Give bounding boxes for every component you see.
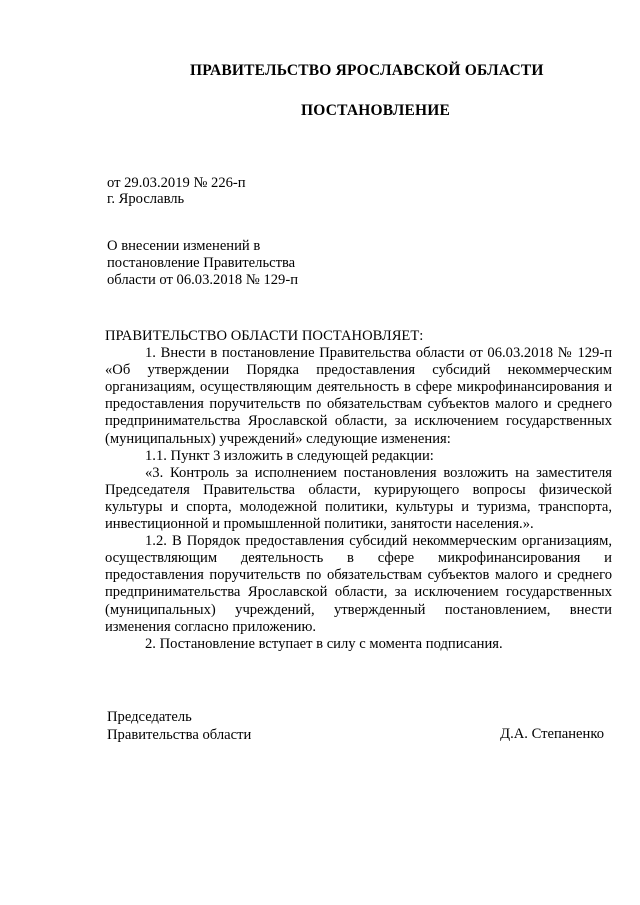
document-type-heading: ПОСТАНОВЛЕНИЕ	[301, 102, 451, 119]
signatory-title-line: Председатель	[107, 709, 192, 725]
document-subject	[107, 238, 367, 290]
paragraph-1-2: 1.2. В Порядок предоставления субсидий некоммерческим организациям, осуществляющим деятельность в сфере микрофинансирования и предоставления поручительств по обязательствам субъектов малого и среднего предпринимательства Ярославской области, за исключением государственных (муниципальных) учреждений, утвержденный постановлением, внести изменения согласно приложению.	[105, 533, 612, 635]
signatory-name: Д.А. Степаненко	[500, 726, 604, 742]
date-and-number: от 29.03.2019 № 226-п	[107, 175, 246, 191]
signatory-title	[107, 709, 251, 744]
city: г. Ярославль	[107, 191, 185, 207]
paragraph-1-1-quote: «3. Контроль за исполнением постановления возложить на заместителя Председателя Правительства области, курирующего вопросы физической культуры и спорта, молодежной политики, культуры и туризма, транспорта, инвестиционной и промышленной политики, занятости населения.».	[105, 464, 612, 533]
signatory-title-line: Правительства области	[107, 726, 252, 743]
paragraph-1-1: 1.1. Пункт 3 изложить в следующей редакции:	[145, 447, 434, 464]
organization-heading: ПРАВИТЕЛЬСТВО ЯРОСЛАВСКОЙ ОБЛАСТИ	[190, 62, 544, 79]
subject-line: О внесении изменений в	[107, 238, 261, 254]
document-body	[105, 328, 612, 653]
resolution-heading: ПРАВИТЕЛЬСТВО ОБЛАСТИ ПОСТАНОВЛЯЕТ:	[105, 328, 424, 344]
paragraph-1: 1. Внести в постановление Правительства области от 06.03.2018 № 129-п «Об утверждении Порядка предоставления субсидий некоммерческим организациям, осуществляющим деятельность в сфере микрофинансирования и предоставления поручительств по обязательствам субъектов малого и среднего предпринимательства Ярославской области, за исключением государственных (муниципальных) учреждений» следующие изменения:	[105, 345, 612, 447]
subject-line: постановление Правительства	[107, 255, 296, 272]
subject-line: области от 06.03.2018 № 129-п	[107, 272, 299, 289]
paragraph-2: 2. Постановление вступает в силу с момента подписания.	[145, 635, 503, 652]
